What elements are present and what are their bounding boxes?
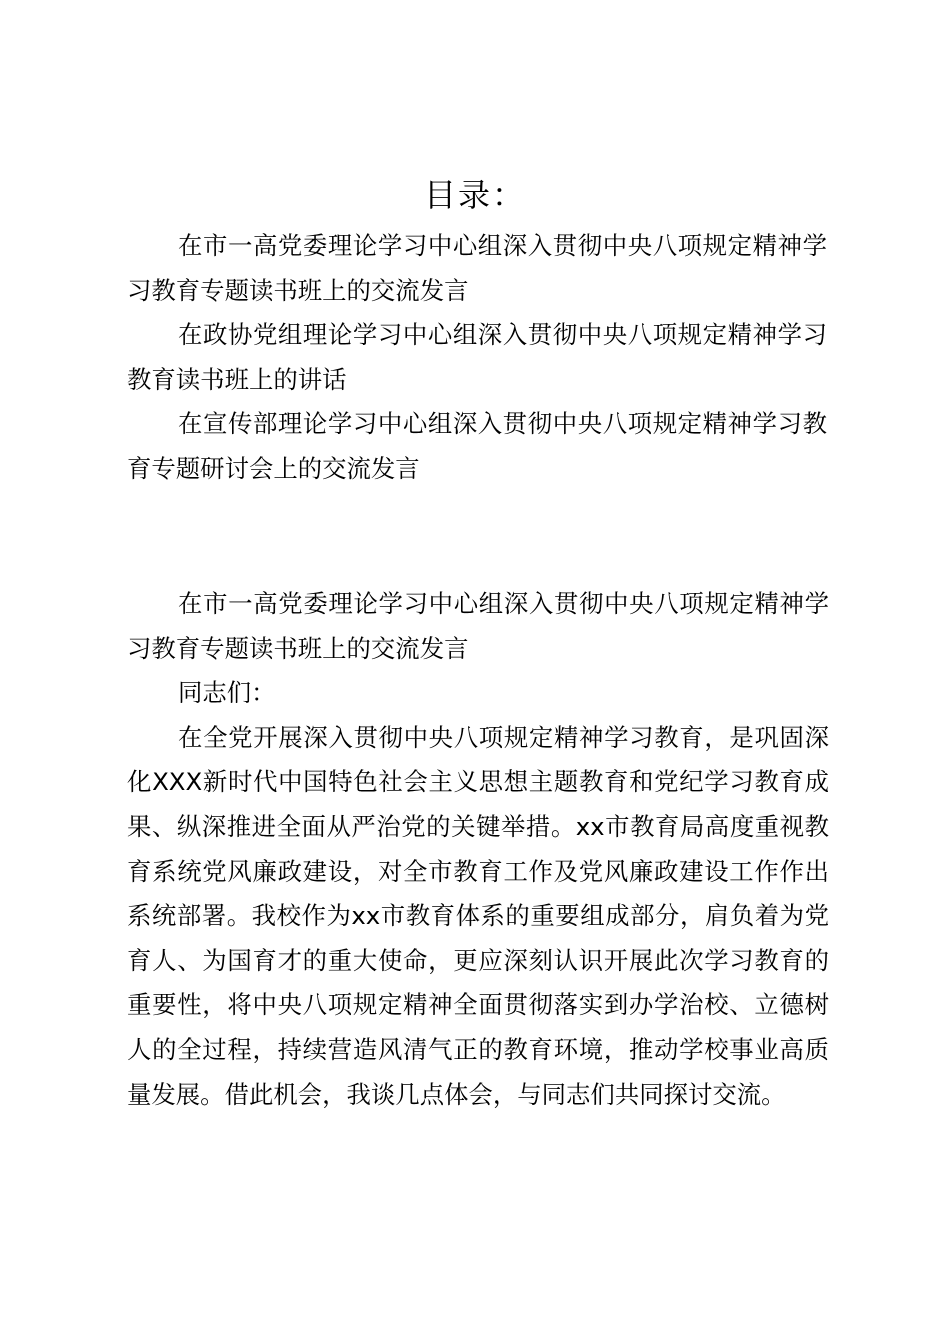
toc-item: 在宣传部理论学习中心组深入贯彻中央八项规定精神学习教育专题研讨会上的交流发言 xyxy=(127,409,827,483)
toc-list xyxy=(127,224,827,492)
toc-item: 在市一高党委理论学习中心组深入贯彻中央八项规定精神学习教育专题读书班上的交流发言 xyxy=(127,231,827,305)
article-body xyxy=(127,582,829,1117)
toc-item: 在政协党组理论学习中心组深入贯彻中央八项规定精神学习教育读书班上的讲话 xyxy=(127,320,827,394)
article-heading: 在市一高党委理论学习中心组深入贯彻中央八项规定精神学习教育专题读书班上的交流发言 xyxy=(127,589,829,663)
body-paragraph: 在全党开展深入贯彻中央八项规定精神学习教育，是巩固深化XXX新时代中国特色社会主义思想主题教育和党纪学习教育成果、纵深推进全面从严治党的关键举措。xx市教育局高度重视教育系统党风廉政建设，对全市教育工作及党风廉政建设工作作出系统部署。我校作为xx市教育体系的重要组成部分，肩负着为党育人、为国育才的重大使命，更应深刻认识开展此次学习教育的重要性，将中央八项规定精神全面贯彻落实到办学治校、立德树人的全过程，持续营造风清气正的教育环境，推动学校事业高质量发展。借此机会，我谈几点体会，与同志们共同探讨交流。 xyxy=(127,722,829,1109)
toc-title: 目录： xyxy=(423,176,526,214)
salutation: 同志们： xyxy=(178,678,276,708)
